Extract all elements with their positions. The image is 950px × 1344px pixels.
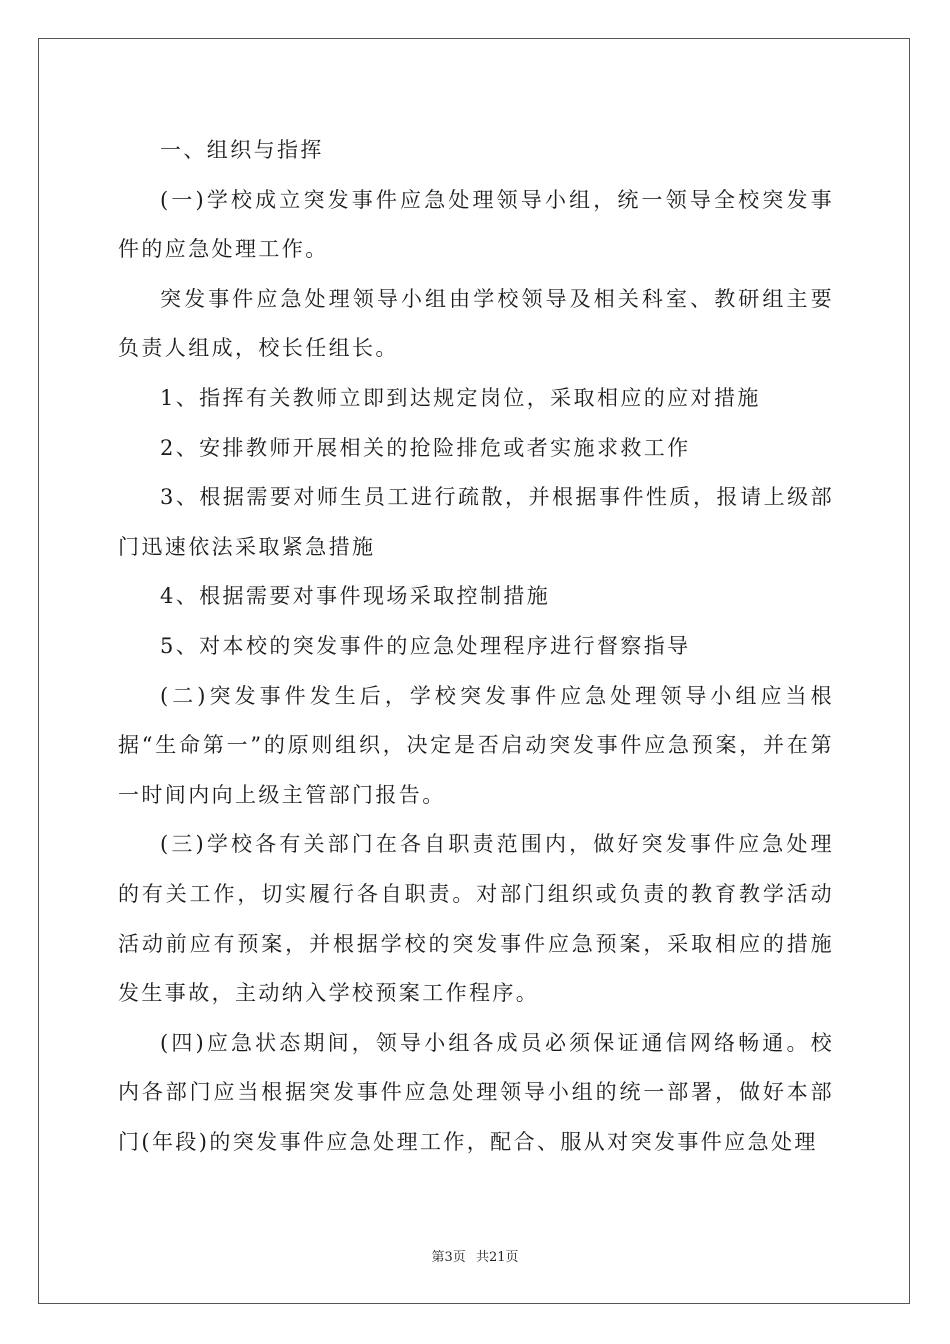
list-item: 2、安排教师开展相关的抢险排危或者实施求救工作 xyxy=(160,435,691,460)
list-item: 3、根据需要对师生员工进行疏散，并根据事件性质，报请上级部门迅速依法采取紧急措施 xyxy=(118,485,834,559)
document-body xyxy=(118,126,834,1167)
paragraph: (三)学校各有关部门在各自职责范围内，做好突发事件应急处理的有关工作，切实履行各自职责。对部门组织或负责的教育教学活动活动前应有预案，并根据学校的突发事件应急预案，采取相应的措施发生事故，主动纳入学校预案工作程序。 xyxy=(118,832,834,1006)
page-total: 共21页 xyxy=(475,1250,519,1265)
list-item: 1、指挥有关教师立即到达规定岗位，采取相应的应对措施 xyxy=(160,385,761,410)
paragraph: (四)应急状态期间，领导小组各成员必须保证通信网络畅通。校内各部门应当根据突发事件应急处理领导小组的统一部署，做好本部门(年段)的突发事件应急处理工作，配合、服从对突发事件应急处理 xyxy=(118,1030,834,1154)
list-item: 4、根据需要对事件现场采取控制措施 xyxy=(160,584,551,609)
paragraph: (二)突发事件发生后，学校突发事件应急处理领导小组应当根据“生命第一”的原则组织，决定是否启动突发事件应急预案，并在第一时间内向上级主管部门报告。 xyxy=(118,683,834,807)
section-heading: 一、组织与指挥 xyxy=(160,138,324,162)
page-number: 第3页 xyxy=(431,1250,466,1265)
list-item: 5、对本校的突发事件的应急处理程序进行督察指导 xyxy=(160,633,691,658)
paragraph: 突发事件应急处理领导小组由学校领导及相关科室、教研组主要负责人组成，校长任组长。 xyxy=(118,286,834,361)
page-footer xyxy=(0,1246,950,1265)
paragraph: (一)学校成立突发事件应急处理领导小组，统一领导全校突发事件的应急处理工作。 xyxy=(118,187,834,262)
